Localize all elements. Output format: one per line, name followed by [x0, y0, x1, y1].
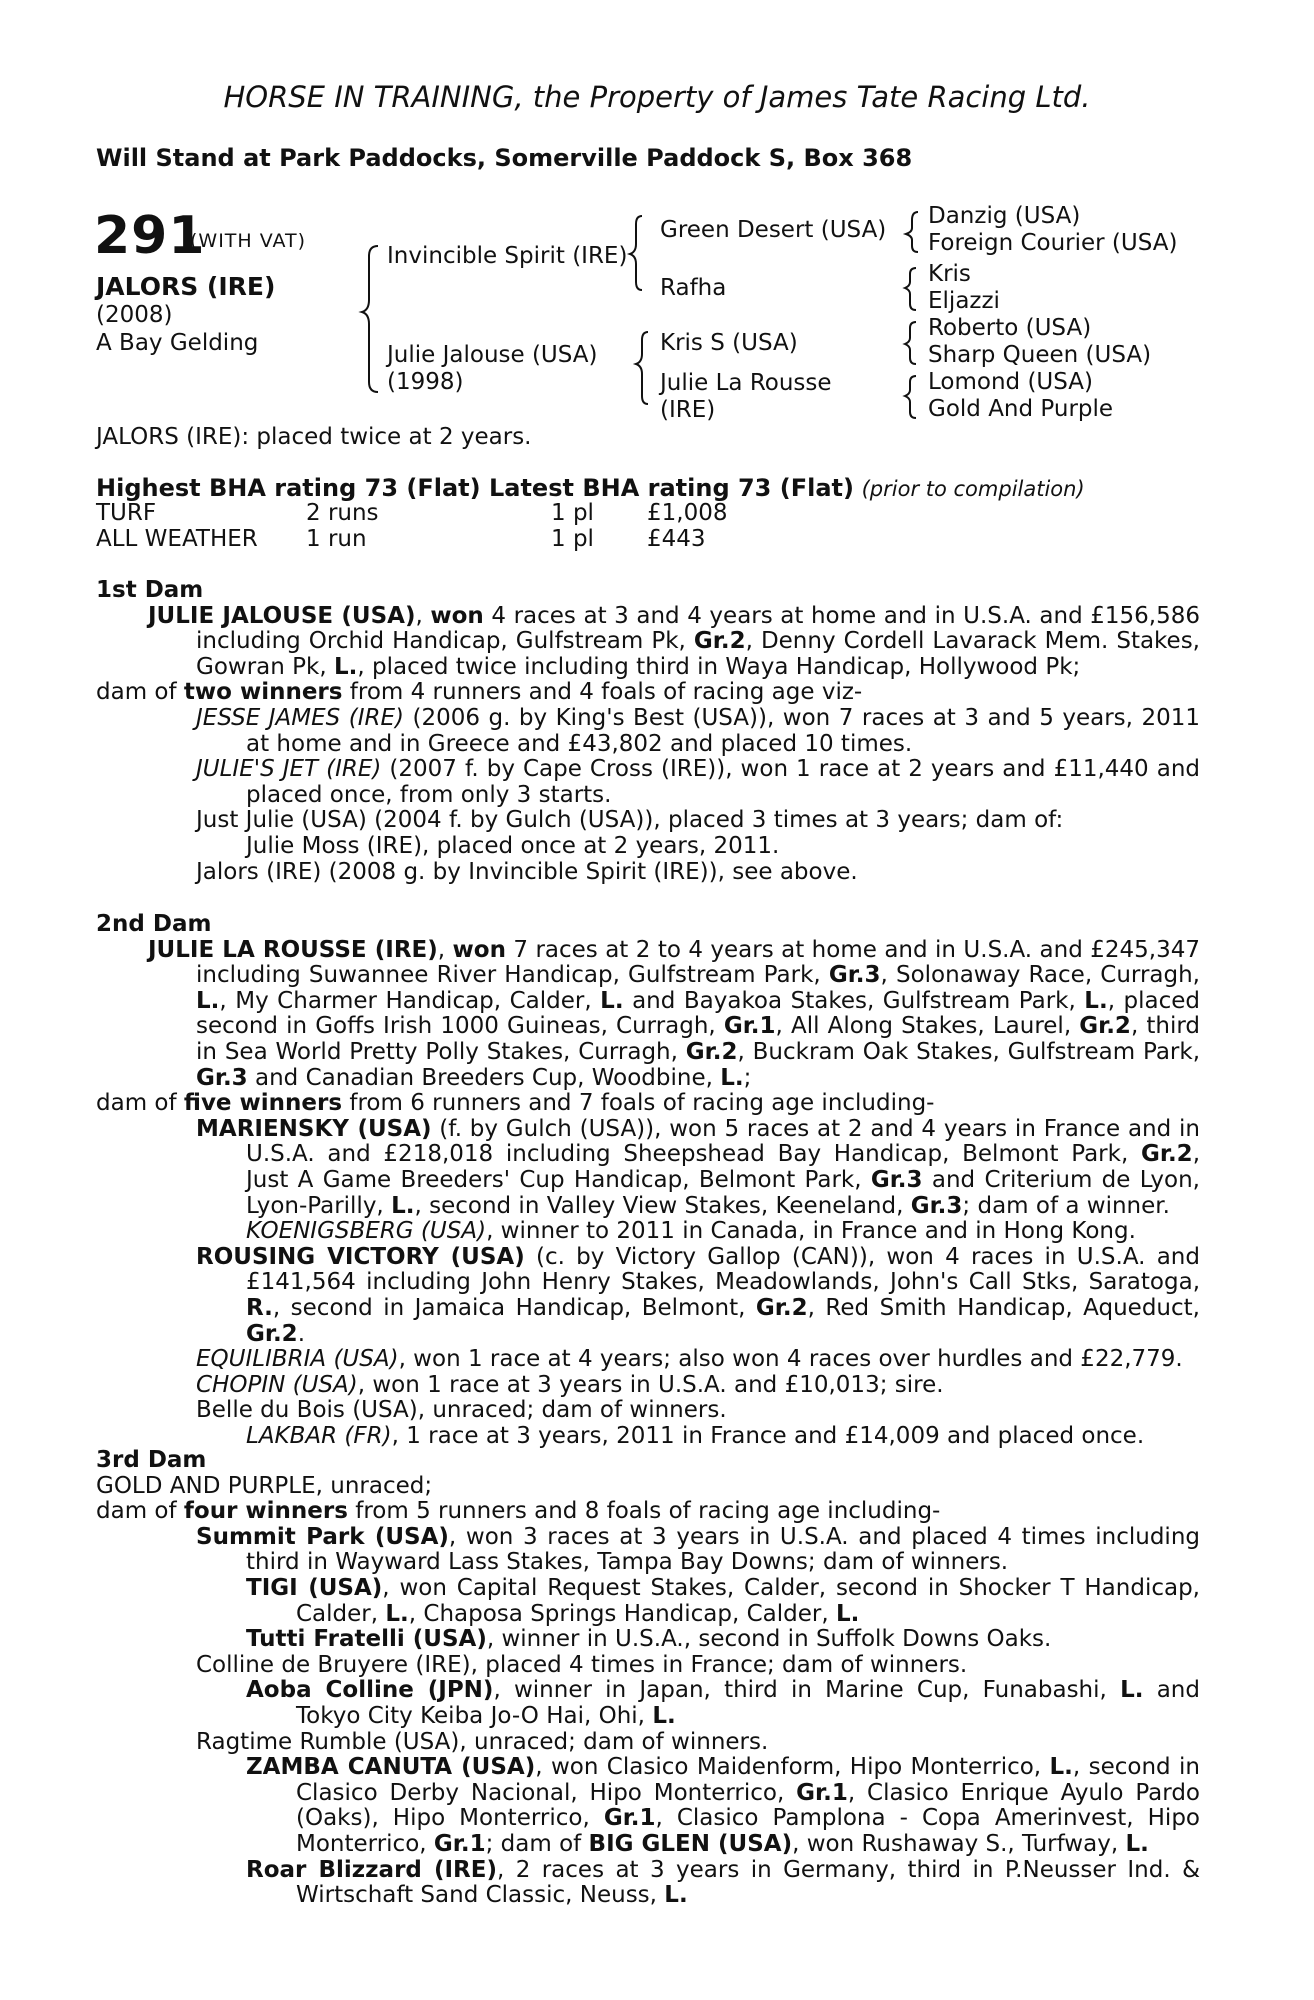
text: , third in Sea World Pretty Polly Stakes, Curragh, [196, 1013, 1200, 1065]
produce-name: BIG GLEN (USA) [588, 1830, 793, 1857]
second-dam-section [96, 912, 1200, 1449]
text: , winner in U.S.A., second in Suffolk Downs Oaks. [486, 1626, 1052, 1653]
bha-rating-note: (prior to compilation) [861, 477, 1085, 501]
third-dam-section [96, 1448, 1200, 1909]
text: (c. by Victory Gallop (CAN)), won 4 races in U.S.A. and £141,564 including John Henry Stakes, Meadowlands, John's Call Stks, Saratoga, [246, 1243, 1200, 1296]
grade: Gr.2 [755, 1294, 808, 1321]
listed: L. [600, 987, 624, 1014]
pedigree-dsd: Sharp Queen (USA) [928, 342, 1152, 368]
first-dam-record: JULIE JALOUSE (USA), won 4 races at 3 and 4 years at home and in U.S.A. and £156,586 including Orchid Handicap, Gulfstream Pk, Gr.2, Denny Cordell Lavarack Mem. Stakes, Gowran Pk, L., placed twice including third in Waya Handicap, Hollywood Pk; [148, 602, 1201, 680]
produce-name: Tutti Fratelli (USA) [246, 1626, 487, 1653]
grade: Gr.1 [796, 1779, 848, 1806]
produce-entry [96, 1858, 1200, 1909]
grade: Gr.3 [870, 1166, 923, 1193]
produce-entry: Belle du Bois (USA), unraced; dam of winners. [196, 1397, 727, 1424]
pedigree-sds: Kris [928, 261, 971, 287]
race-record-table [96, 500, 727, 552]
text: ; dam of [485, 1830, 589, 1857]
text: , Buckram Oak Stakes, Gulfstream Park, [737, 1038, 1200, 1065]
produce-name: EQUILIBRIA (USA) [196, 1346, 399, 1373]
page-header: HORSE IN TRAINING, the Property of James Tate Racing Ltd. [223, 80, 1091, 114]
text: , Chaposa Springs Handicap, Calder, [408, 1600, 836, 1627]
restricted: R. [246, 1294, 273, 1321]
produce-name: CHOPIN (USA) [196, 1371, 358, 1398]
winners-count: four winners [183, 1498, 348, 1525]
listed: L. [196, 987, 220, 1014]
text: and Canadian Breeders Cup, Woodbine, [247, 1064, 721, 1091]
placed-summary: JALORS (IRE): placed twice at 2 years. [96, 424, 532, 450]
text: , winner in Japan, third in Marine Cup, Funabashi, [493, 1677, 1121, 1704]
produce-entry [96, 757, 1200, 808]
grade: Gr.2 [685, 1038, 738, 1065]
brace-sd [905, 268, 916, 310]
won-label: won [452, 936, 506, 963]
winners-count: five winners [183, 1090, 343, 1117]
pedigree-dam-dam-country: (IRE) [660, 397, 716, 423]
produce-entry [96, 1347, 1200, 1373]
text: from 4 runners and 4 foals of racing age viz- [342, 679, 863, 706]
pedigree-dam-year: (1998) [387, 369, 464, 395]
text: , Just A Game Breeders' Cup Handicap, Belmont Park, [246, 1141, 1200, 1193]
grade: Gr.2 [693, 628, 746, 655]
text: , second in Valley View Stakes, Keeneland, [414, 1192, 911, 1219]
produce-entry [96, 1424, 1200, 1450]
text: , Clasico Pamplona - Copa Amerinvest, Hipo Monterrico, [296, 1805, 1200, 1857]
text: , won Rushaway S., Turfway, [792, 1830, 1126, 1857]
third-dam-produce-summary [96, 1499, 1200, 1525]
record-surface: TURF [96, 500, 157, 526]
listed: L. [664, 1882, 688, 1909]
produce-name: MARIENSKY (USA) [196, 1115, 432, 1142]
produce-entry [96, 1373, 1200, 1399]
produce-name: Summit Park (USA) [196, 1523, 449, 1550]
text: , won 1 race at 4 years; also won 4 races over hurdles and £22,779. [398, 1346, 1183, 1373]
pedigree-dam-dam: Julie La Rousse [660, 370, 832, 396]
record-placings: 1 pl [551, 500, 594, 526]
produce-entry: Just Julie (USA) (2004 f. by Gulch (USA)), placed 3 times at 3 years; dam of: [196, 807, 1064, 834]
text: from 6 runners and 7 foals of racing age including- [342, 1090, 935, 1117]
text: dam of [96, 1090, 184, 1117]
listed: L. [333, 653, 358, 680]
pedigree-dss: Roberto (USA) [928, 315, 1092, 341]
bha-rating [96, 474, 1085, 502]
pedigree-dam: Julie Jalouse (USA) [387, 342, 598, 368]
listed: L. [1125, 1830, 1149, 1857]
listed: L. [385, 1600, 409, 1627]
record-runs: 1 run [306, 526, 367, 552]
grade: Gr.1 [723, 1013, 776, 1040]
pedigree-ssd: Foreign Courier (USA) [928, 230, 1178, 256]
grade: Gr.1 [603, 1805, 656, 1832]
produce-entry [96, 1755, 1200, 1857]
pedigree-dds: Lomond (USA) [928, 369, 1093, 395]
produce-name: TIGI (USA) [246, 1574, 383, 1601]
text: and Tokyo City Keiba Jo-O Hai, Ohi, [296, 1677, 1200, 1729]
grade: Gr.2 [1141, 1141, 1193, 1168]
produce-entry: Colline de Bruyere (IRE), placed 4 times in France; dam of winners. [196, 1651, 968, 1678]
listed: L. [836, 1600, 860, 1627]
won-label: won [430, 602, 484, 629]
grade: Gr.2 [1079, 1013, 1131, 1040]
second-dam-produce-summary [96, 1091, 1200, 1117]
text: , 1 race at 3 years, 2011 in France and £14,009 and placed once. [391, 1422, 1145, 1449]
listed: L. [1049, 1754, 1073, 1781]
record-amount: £443 [647, 526, 706, 552]
text: , Red Smith Handicap, Aqueduct, [807, 1294, 1200, 1321]
text: , placed second in Goffs Irish 1000 Guineas, Curragh, [196, 987, 1200, 1040]
brace-gen1 [362, 246, 378, 392]
produce-entry [96, 1576, 1200, 1627]
text: and Criterium de Lyon, Lyon-Parilly, [246, 1166, 1200, 1219]
text: , Clasico Enrique Ayulo Pardo (Oaks), Hipo Monterrico, [296, 1779, 1200, 1832]
text: , Denny Cordell Lavarack Mem. Stakes, Gowran Pk, [196, 628, 1200, 680]
text: , Solonaway Race, Curragh, [880, 962, 1200, 989]
vat-label: (WITH VAT) [190, 230, 307, 252]
produce-entry [96, 1627, 1200, 1653]
produce-entry [96, 706, 1200, 757]
grade: Gr.3 [910, 1192, 963, 1219]
produce-name: ZAMBA CANUTA (USA) [246, 1754, 536, 1781]
text: dam of [96, 679, 184, 706]
grade: Gr.1 [433, 1830, 486, 1857]
brace-dam [636, 332, 648, 404]
text: , My Charmer Handicap, Calder, [219, 987, 601, 1014]
text: , placed twice including third in Waya Handicap, Hollywood Pk; [357, 653, 1081, 680]
produce-name: Aoba Colline (JPN) [246, 1677, 494, 1704]
produce-entry [96, 1525, 1200, 1576]
text: (2007 f. by Cape Cross (IRE)), won 1 race at 2 years and £11,440 and placed once, from only 3 starts. [246, 756, 1200, 808]
produce-entry [96, 1117, 1200, 1219]
produce-name: ROUSING VICTORY (USA) [196, 1243, 525, 1270]
produce-name: KOENIGSBERG (USA) [246, 1218, 487, 1245]
produce-entry: Ragtime Rumble (USA), unraced; dam of winners. [196, 1728, 769, 1755]
pedigree-sdd: Eljazzi [928, 288, 1000, 314]
produce-entry [96, 1678, 1200, 1729]
text: 7 races at 2 to 4 years at home and in U.S.A. and £245,347 including Suwannee River Handicap, Gulfstream Park, [196, 936, 1201, 989]
text: 4 races at 3 and 4 years at home and in U.S.A. and £156,586 including Orchid Handicap, Gulfstream Pk, [196, 602, 1201, 655]
brace-ds [905, 322, 916, 364]
text: and Bayakoa Stakes, Gulfstream Park, [623, 987, 1085, 1014]
grade: Gr.3 [196, 1064, 248, 1091]
second-dam-record: JULIE LA ROUSSE (IRE), won 7 races at 2 to 4 years at home and in U.S.A. and £245,347 including Suwannee River Handicap, Gulfstream Park, Gr.3, Solonaway Race, Curragh, L., My Charmer Handicap, Calder, L. and Bayakoa Stakes, Gulfstream Park, L., placed second in Goffs Irish 1000 Guineas, Curragh, Gr.1, All Along Stakes, Laurel, Gr.2, third in Sea World Pretty Polly Stakes, Curragh, Gr.2, Buckram Oak Stakes, Gulfstream Park, Gr.3 and Canadian Breeders Cup, Woodbine, L.; [148, 936, 1201, 1091]
third-dam-title: 3rd Dam [96, 1447, 207, 1473]
grade: Gr.2 [246, 1320, 298, 1347]
stand-location: Will Stand at Park Paddocks, Somerville Paddock S, Box 368 [96, 144, 913, 172]
text: . [297, 1320, 305, 1347]
text: , All Along Stakes, Laurel, [775, 1013, 1080, 1040]
listed: L. [1120, 1677, 1144, 1704]
listed: L. [1084, 987, 1108, 1014]
brace-ss [906, 212, 918, 252]
produce-entry: Julie Moss (IRE), placed once at 2 years, 2011. [246, 832, 780, 859]
produce-entry: Jalors (IRE) (2008 g. by Invincible Spirit (IRE)), see above. [196, 858, 858, 885]
text: , second in Jamaica Handicap, Belmont, [272, 1294, 756, 1321]
bha-rating-text: Highest BHA rating 73 (Flat) Latest BHA rating 73 (Flat) [96, 474, 854, 502]
record-surface: ALL WEATHER [96, 526, 258, 552]
text: ; [743, 1064, 752, 1091]
brace-sire [630, 216, 642, 290]
pedigree-brackets [0, 0, 1314, 440]
pedigree-sss: Danzig (USA) [928, 203, 1081, 229]
pedigree-ddd: Gold And Purple [928, 396, 1114, 422]
record-amount: £1,008 [647, 500, 728, 526]
brace-dd [905, 376, 916, 418]
listed: L. [652, 1702, 676, 1729]
text: , won 3 races at 3 years in U.S.A. and placed 4 times including third in Wayward Lass Stakes, Tampa Bay Downs; dam of winners. [246, 1523, 1200, 1576]
second-dam-title: 2nd Dam [96, 911, 212, 937]
produce-name: Roar Blizzard (IRE) [246, 1856, 497, 1883]
produce-name: LAKBAR (FR) [246, 1422, 392, 1449]
pedigree-sire: Invincible Spirit (IRE) [387, 243, 628, 269]
text: , winner to 2011 in Canada, in France and in Hong Kong. [486, 1218, 1136, 1245]
grade: Gr.3 [828, 962, 881, 989]
text: ; dam of a winner. [962, 1192, 1170, 1219]
produce-entry [96, 1219, 1200, 1245]
pedigree-sire-dam: Rafha [660, 275, 727, 301]
second-dam-name: JULIE LA ROUSSE (IRE) [148, 936, 438, 963]
first-dam-produce-summary [96, 680, 1200, 706]
text: from 5 runners and 8 foals of racing age including- [347, 1498, 941, 1525]
produce-name: JULIE'S JET (IRE) [196, 756, 382, 783]
pedigree-dam-sire: Kris S (USA) [660, 330, 798, 356]
text: dam of [96, 1498, 184, 1525]
first-dam-title: 1st Dam [96, 577, 204, 603]
record-placings: 1 pl [551, 526, 594, 552]
record-runs: 2 runs [306, 500, 379, 526]
produce-entry [96, 1245, 1200, 1347]
horse-name: JALORS (IRE) [96, 272, 276, 301]
horse-description: A Bay Gelding [96, 330, 259, 356]
produce-name: JESSE JAMES (IRE) [196, 704, 404, 731]
listed: L. [391, 1192, 415, 1219]
text: (2006 g. by King's Best (USA)), won 7 races at 3 and 5 years, 2011 at home and in Greece and £43,802 and placed 10 times. [246, 704, 1200, 757]
first-dam-name: JULIE JALOUSE (USA) [148, 602, 416, 629]
first-dam-section [96, 578, 1200, 885]
foal-year: (2008) [96, 302, 173, 328]
text: , won 1 race at 3 years in U.S.A. and £10,013; sire. [357, 1371, 944, 1398]
listed: L. [720, 1064, 744, 1091]
text: , 2 races at 3 years in Germany, third in P.Neusser Ind. & Wirtschaft Sand Classic, Neuss, [296, 1856, 1201, 1909]
text: , won Capital Request Stakes, Calder, second in Shocker T Handicap, Calder, [296, 1574, 1200, 1627]
text: (f. by Gulch (USA)), won 5 races at 2 and 4 years in France and in U.S.A. and £218,018 including Sheepshead Bay Handicap, Belmont Park, [246, 1115, 1200, 1168]
lot-number: 291 [94, 206, 206, 266]
record-row-all-weather [96, 526, 727, 552]
record-row-turf [96, 500, 727, 526]
pedigree-sire-sire: Green Desert (USA) [660, 217, 887, 243]
third-dam-record: GOLD AND PURPLE, unraced; [96, 1472, 433, 1499]
text: , second in Clasico Derby Nacional, Hipo Monterrico, [296, 1754, 1200, 1806]
text: , won Clasico Maidenform, Hipo Monterrico, [535, 1754, 1050, 1781]
winners-count: two winners [183, 679, 343, 706]
